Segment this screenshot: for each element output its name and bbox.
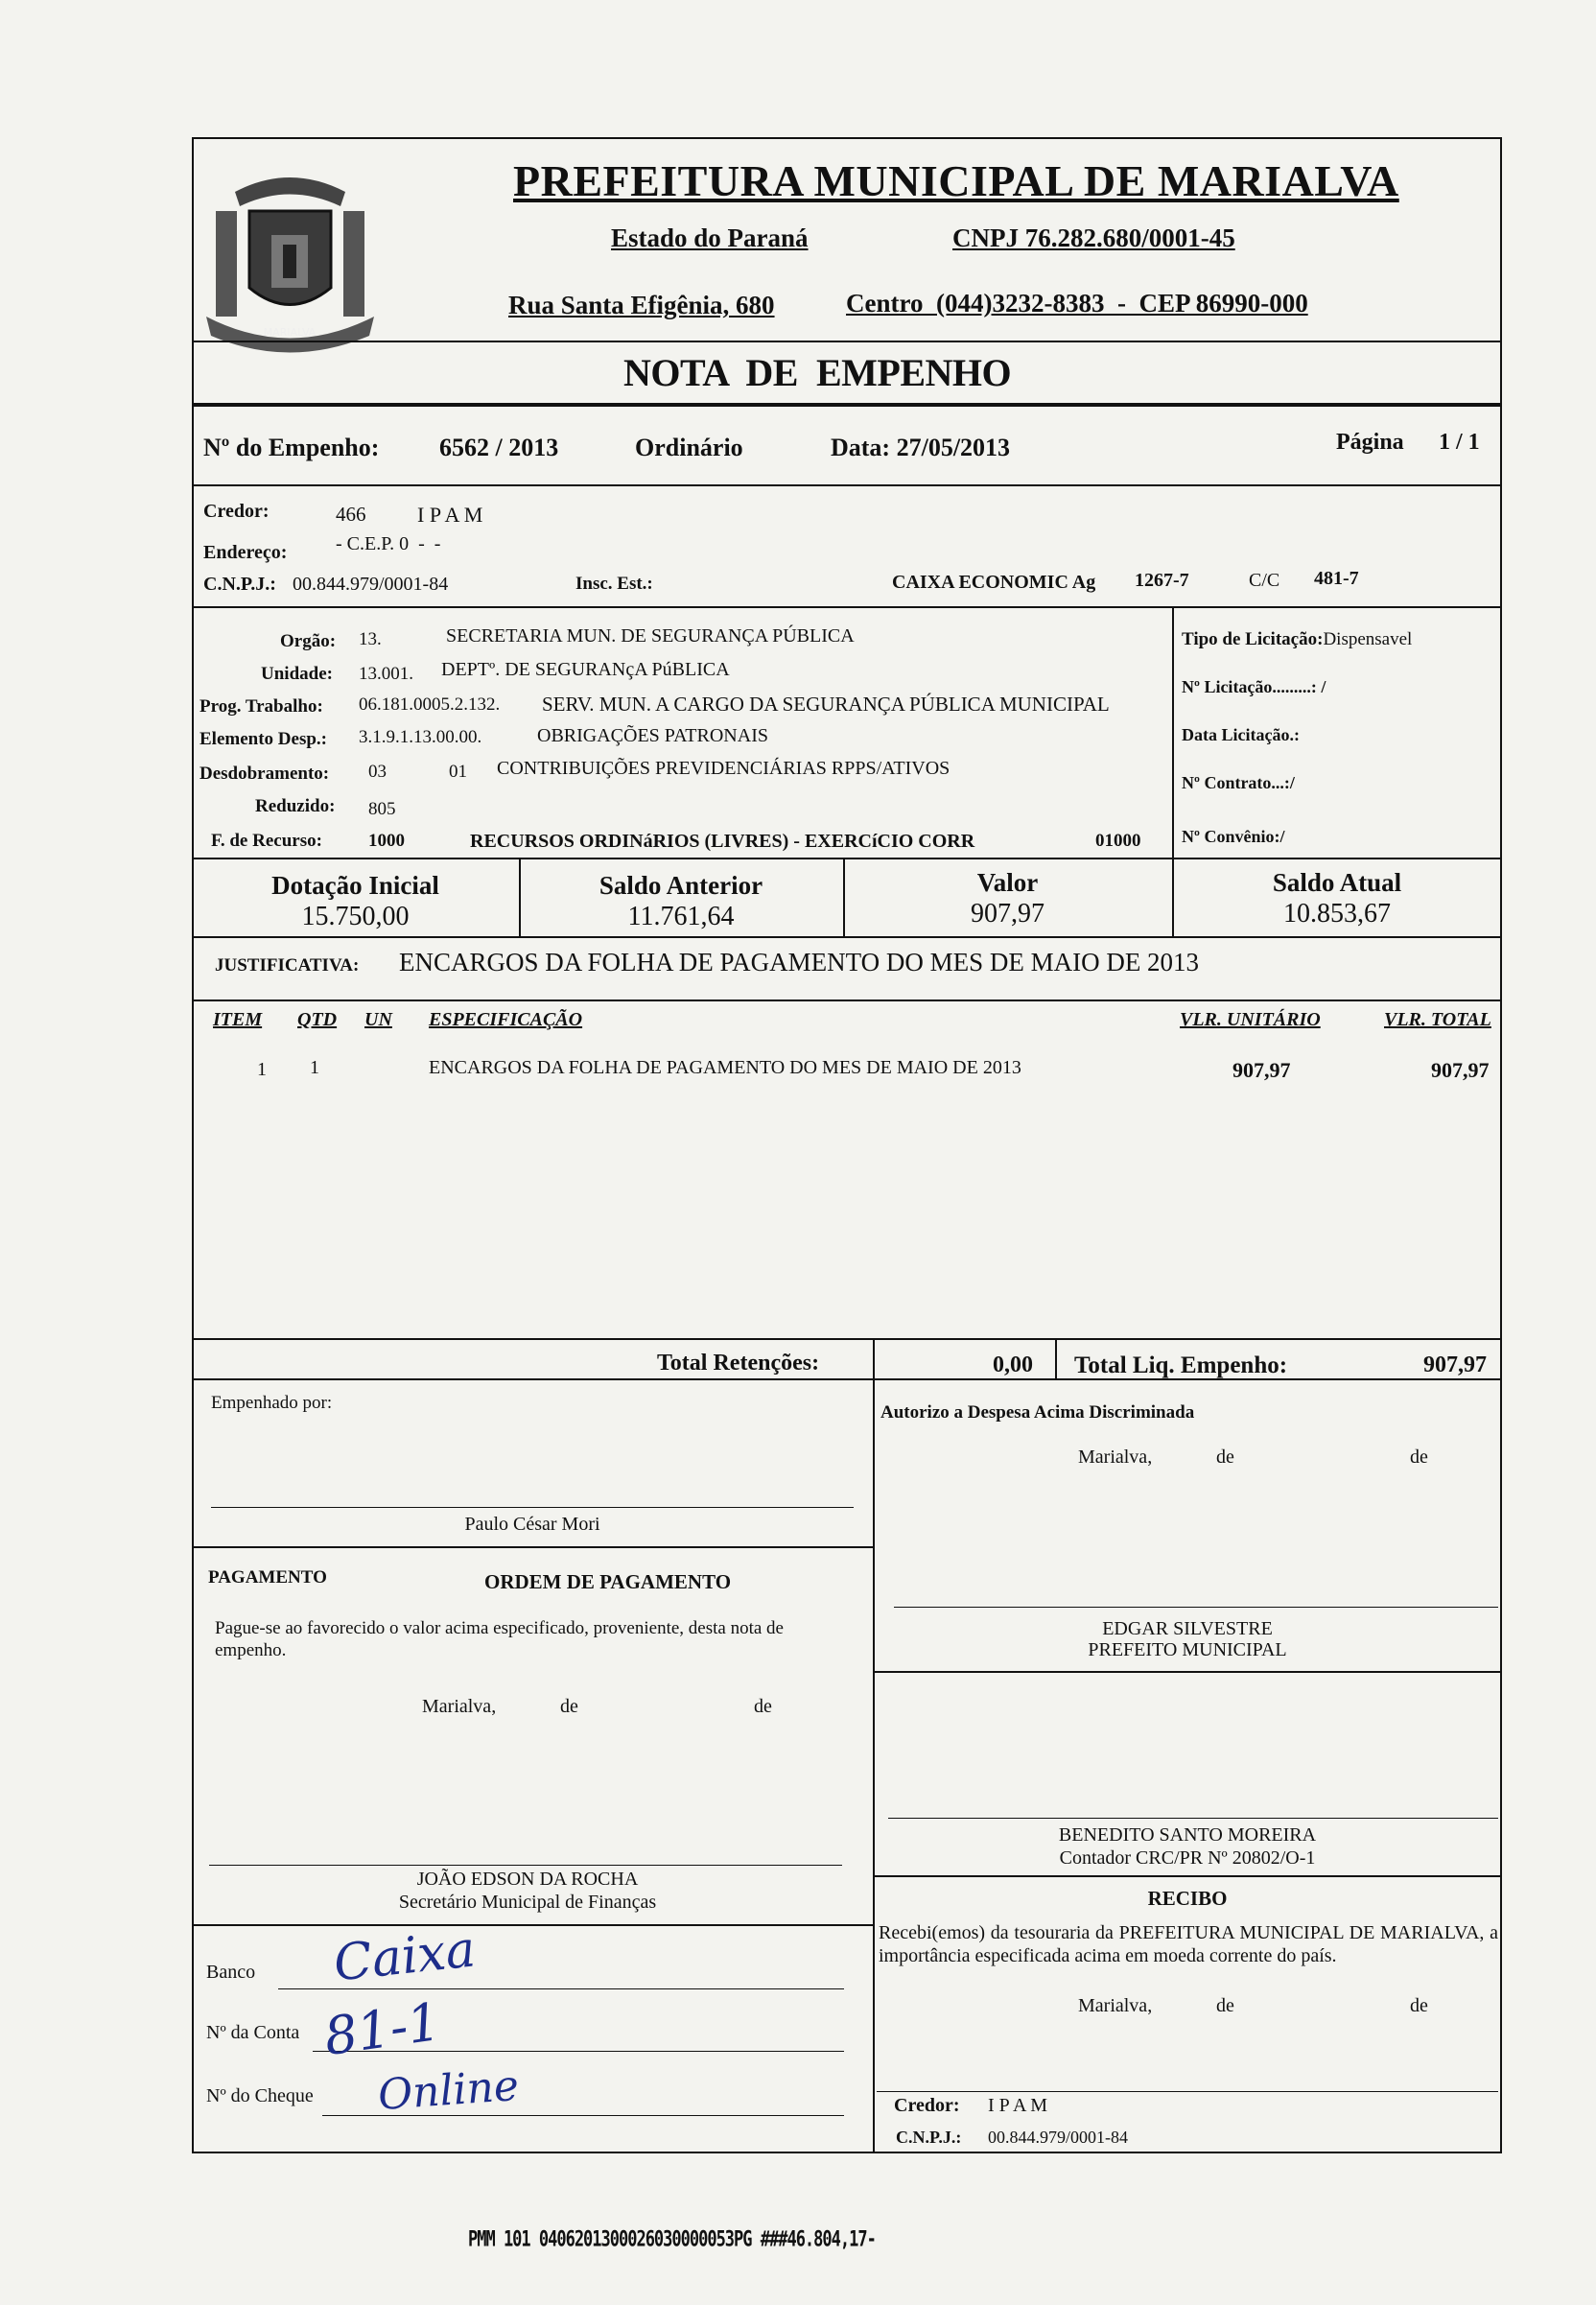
desdobramento-label: Desdobramento: — [200, 764, 330, 784]
prog-code: 06.181.0005.2.132. — [359, 694, 501, 715]
autorizo-de-2: de — [1410, 1447, 1428, 1468]
state-name: Estado do Paraná — [611, 223, 809, 252]
conta-handwritten: 81-1 — [320, 1990, 445, 2068]
fonte-label: F. de Recurso: — [211, 831, 322, 851]
autorizo-city: Marialva, — [1078, 1447, 1153, 1468]
recibo-cnpj-label: C.N.P.J.: — [896, 2128, 962, 2147]
pagamento-label: PAGAMENTO — [208, 1567, 327, 1588]
page-label: Página — [1336, 430, 1404, 455]
orgao-code: 13. — [359, 629, 382, 649]
licitacao-number: Nº Licitação.........: / — [1182, 677, 1326, 696]
recibo-de-2: de — [1410, 1995, 1428, 2016]
col-un: UN — [364, 1009, 392, 1030]
pagamento-text: Pague-se ao favorecido o valor acima especificado, proveniente, desta nota de empenho. — [215, 1618, 784, 1660]
valor-label: Valor — [976, 868, 1039, 897]
row-qtd: 1 — [310, 1057, 319, 1078]
valor-value: 907,97 — [971, 899, 1044, 929]
unidade-code: 13.001. — [359, 664, 413, 684]
recibo-text: Recebi(emos) da tesouraria da PREFEITURA MUNICIPAL DE MARIALVA, a importância especificada acima em moeda corrente do país. — [879, 1922, 1498, 1966]
cnpj-label: C.N.P.J.: — [203, 574, 276, 595]
page-number: 1 / 1 — [1439, 430, 1480, 455]
coat-of-arms — [197, 153, 384, 355]
elemento-value: OBRIGAÇÕES PATRONAIS — [537, 725, 768, 746]
contact: Centro (044)3232-8383 - CEP 86990-000 — [846, 289, 1308, 318]
ordem-pagamento-label: ORDEM DE PAGAMENTO — [484, 1570, 732, 1593]
cheque-label: Nº do Cheque — [206, 2085, 314, 2106]
row-vlr-total: 907,97 — [1431, 1058, 1490, 1082]
col-vlr-unitario: VLR. UNITÁRIO — [1180, 1009, 1321, 1030]
cnpj-value: 00.844.979/0001-84 — [293, 574, 449, 595]
pagamento-de-1: de — [560, 1696, 578, 1717]
dotacao-label: Dotação Inicial — [271, 871, 439, 900]
recibo-city: Marialva, — [1078, 1995, 1153, 2016]
pagamento-de-2: de — [754, 1696, 772, 1717]
row-vlr-unitario: 907,97 — [1232, 1058, 1291, 1082]
svg-text:MARIALVA: MARIALVA — [263, 326, 317, 339]
credor-label: Credor: — [203, 501, 270, 522]
contrato-number: Nº Contrato...:/ — [1182, 773, 1295, 792]
fonte-number: 01000 — [1095, 831, 1141, 851]
fonte-value: RECURSOS ORDINáRIOS (LIVRES) - EXERCíCIO CORR — [470, 831, 975, 852]
credor-name: I P A M — [417, 503, 483, 527]
licitacao-date: Data Licitação.: — [1182, 725, 1300, 744]
endereco-label: Endereço: — [203, 542, 288, 563]
credor-code: 466 — [336, 503, 366, 526]
autorizo-de-1: de — [1216, 1447, 1234, 1468]
saldo-anterior-label: Saldo Anterior — [598, 871, 763, 900]
col-vlr-total: VLR. TOTAL — [1384, 1009, 1491, 1030]
tipo-licitacao-label — [1182, 629, 1412, 650]
prog-value: SERV. MUN. A CARGO DA SEGURANÇA PÚBLICA MUNICIPAL — [542, 693, 1110, 716]
empenho-label: Nº do Empenho: — [203, 434, 380, 461]
empenhado-por-name: Paulo César Mori — [464, 1514, 600, 1535]
secretario-name: JOÃO EDSON DA ROCHA — [416, 1869, 639, 1890]
empenho-type: Ordinário — [635, 434, 743, 461]
col-especificacao: ESPECIFICAÇÃO — [429, 1009, 583, 1030]
prefeito-title: PREFEITO MUNICIPAL — [1088, 1639, 1287, 1660]
total-liquido-label: Total Liq. Empenho: — [1074, 1352, 1288, 1378]
pagamento-city: Marialva, — [422, 1696, 497, 1717]
endereco-value: - C.E.P. 0 - - — [336, 533, 441, 554]
convenio-number: Nº Convênio:/ — [1182, 827, 1285, 846]
recibo-cnpj-value: 00.844.979/0001-84 — [988, 2128, 1128, 2147]
tipo-licitacao-value: Dispensavel — [1323, 629, 1413, 649]
unidade-value: DEPTº. DE SEGURANçA PúBLICA — [441, 659, 730, 680]
tipo-licitacao-text: Tipo de Licitação: — [1182, 629, 1324, 649]
conta-label: Nº da Conta — [206, 2022, 300, 2043]
recibo-title: RECIBO — [1147, 1887, 1228, 1910]
elemento-label: Elemento Desp.: — [200, 729, 327, 749]
row-especificacao: ENCARGOS DA FOLHA DE PAGAMENTO DO MES DE MAIO DE 2013 — [429, 1057, 1021, 1078]
total-retencoes-value: 0,00 — [993, 1352, 1033, 1377]
cnpj-header: CNPJ 76.282.680/0001-45 — [952, 223, 1235, 252]
page-title: PREFEITURA MUNICIPAL DE MARIALVA — [513, 156, 1399, 205]
recibo-credor-label: Credor: — [894, 2095, 960, 2116]
contador-title: Contador CRC/PR Nº 20802/O-1 — [1059, 1847, 1316, 1869]
fonte-code: 1000 — [368, 831, 405, 851]
reduzido-value: 805 — [368, 799, 396, 819]
elemento-code: 3.1.9.1.13.00.00. — [359, 727, 482, 747]
prog-label: Prog. Trabalho: — [200, 696, 323, 717]
banco-label: Banco — [206, 1962, 256, 1983]
empenho-number: 6562 / 2013 — [439, 434, 559, 461]
address: Rua Santa Efigênia, 680 — [508, 291, 775, 319]
col-qtd: QTD — [297, 1009, 338, 1030]
prefeito-name: EDGAR SILVESTRE — [1102, 1618, 1273, 1639]
secretario-title: Secretário Municipal de Finanças — [398, 1892, 657, 1913]
orgao-value: SECRETARIA MUN. DE SEGURANÇA PÚBLICA — [446, 625, 855, 647]
bank-name: CAIXA ECONOMIC Ag — [892, 572, 1096, 593]
recibo-de-1: de — [1216, 1995, 1234, 2016]
saldo-anterior-value: 11.761,64 — [627, 902, 735, 931]
total-liquido-value: 907,97 — [1423, 1352, 1487, 1377]
insc-label: Insc. Est.: — [575, 574, 653, 594]
doc-title: NOTA DE EMPENHO — [623, 351, 1012, 394]
banco-handwritten: Caixa — [331, 1920, 479, 1993]
justificativa-label: JUSTIFICATIVA: — [215, 955, 360, 976]
unidade-label: Unidade: — [261, 664, 333, 684]
cc-label: C/C — [1249, 570, 1280, 591]
reduzido-label: Reduzido: — [255, 796, 336, 816]
saldo-atual-label: Saldo Atual — [1272, 868, 1402, 897]
footer-code: PMM 101 0406201300026030000053PG ###46.804,17- — [468, 2227, 876, 2252]
agencia: 1267-7 — [1135, 570, 1189, 591]
total-retencoes-label: Total Retenções: — [657, 1351, 820, 1376]
desdobramento-a: 03 — [368, 762, 387, 782]
autorizo-label: Autorizo a Despesa Acima Discriminada — [880, 1402, 1195, 1423]
row-item: 1 — [257, 1059, 267, 1080]
empenhado-por-label: Empenhado por: — [211, 1393, 333, 1413]
desdobramento-value: CONTRIBUIÇÕES PREVIDENCIÁRIAS RPPS/ATIVOS — [497, 758, 951, 779]
saldo-atual-value: 10.853,67 — [1283, 899, 1391, 929]
dotacao-value: 15.750,00 — [301, 902, 410, 931]
contador-name: BENEDITO SANTO MOREIRA — [1058, 1824, 1317, 1846]
empenho-date: Data: 27/05/2013 — [831, 434, 1011, 461]
cheque-handwritten: Online — [376, 2060, 521, 2121]
cc-value: 481-7 — [1314, 568, 1359, 589]
recibo-credor-value: I P A M — [988, 2095, 1048, 2116]
justificativa-text: ENCARGOS DA FOLHA DE PAGAMENTO DO MES DE MAIO DE 2013 — [399, 948, 1200, 976]
orgao-label: Orgão: — [280, 631, 337, 651]
desdobramento-b: 01 — [449, 762, 467, 782]
col-item: ITEM — [213, 1009, 263, 1030]
